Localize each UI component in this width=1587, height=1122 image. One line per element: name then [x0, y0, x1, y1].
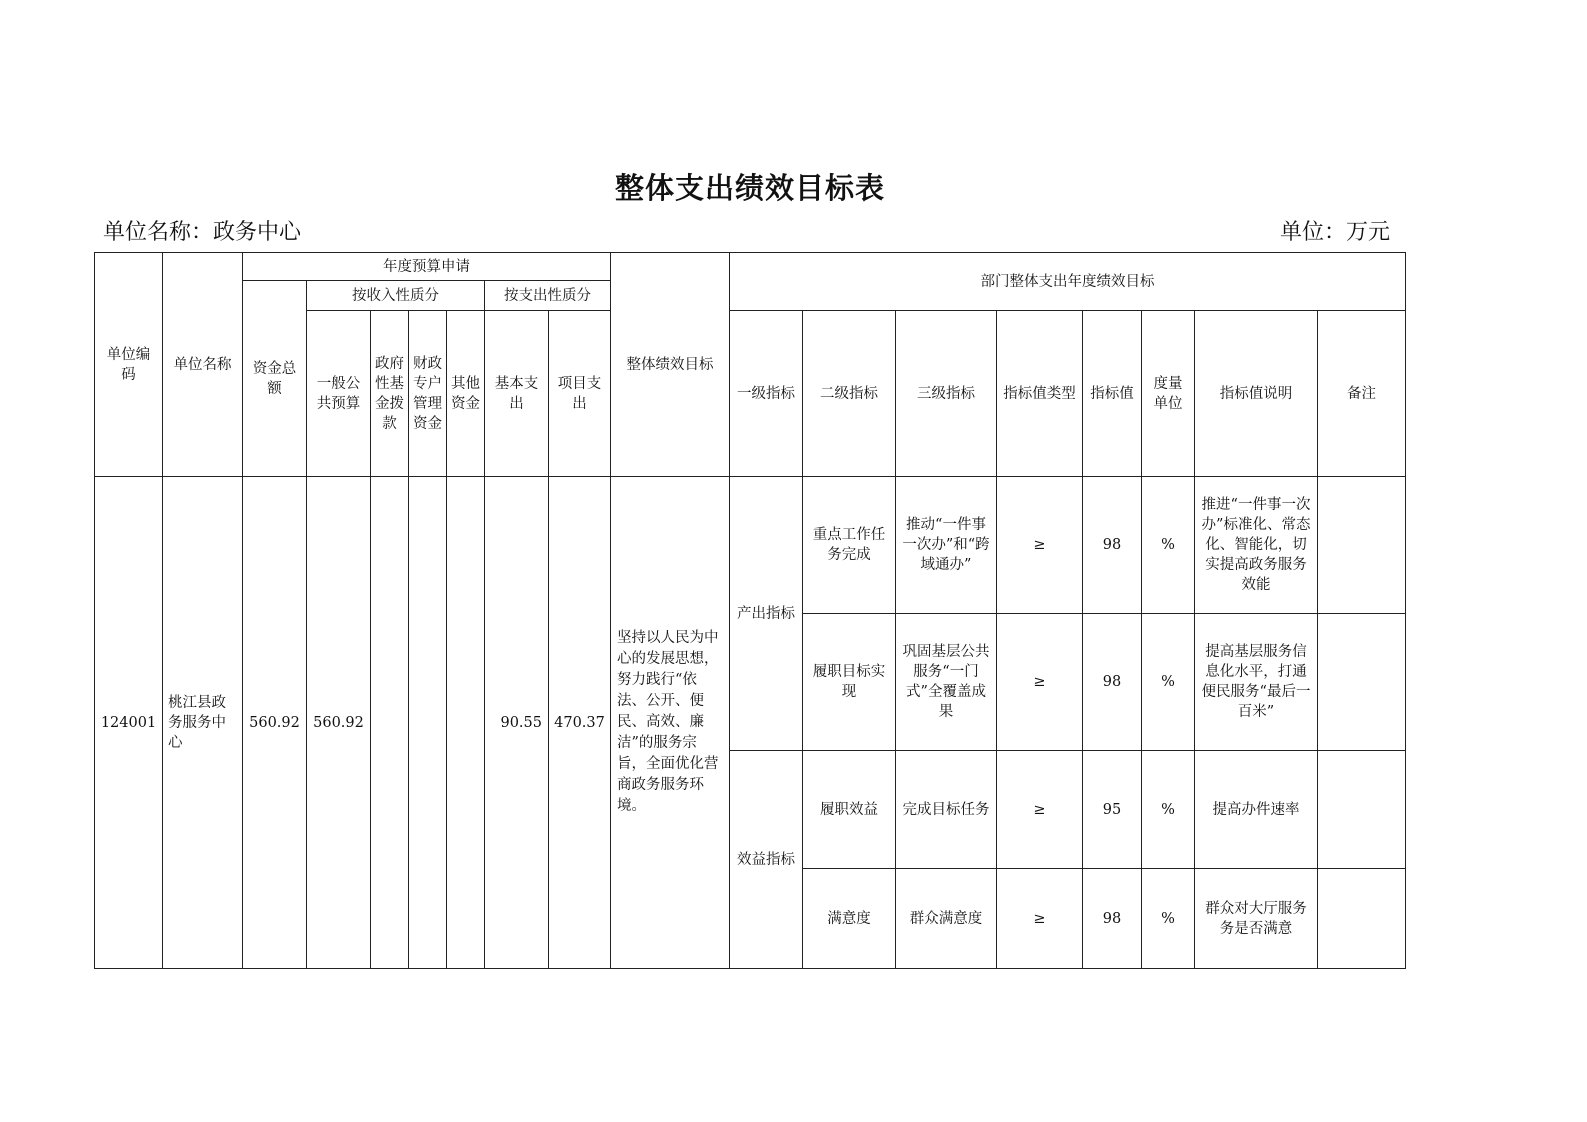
header-general-budget: 一般公共预算 [307, 311, 371, 477]
indicator-desc: 群众对大厅服务务是否满意 [1195, 869, 1318, 969]
header-overall-goal: 整体绩效目标 [611, 253, 730, 477]
indicator-level3: 推动“一件事一次办”和“跨域通办” [896, 477, 997, 614]
record-special-account [409, 477, 447, 969]
header-value: 指标值 [1083, 311, 1142, 477]
performance-goal-table [94, 252, 1406, 969]
record-general-budget: 560.92 [307, 477, 371, 969]
header-value-type: 指标值类型 [997, 311, 1083, 477]
indicator-value-type: ≥ [997, 869, 1083, 969]
indicator-remark [1318, 869, 1406, 969]
indicator-unit: % [1142, 751, 1195, 869]
indicator-value-type: ≥ [997, 477, 1083, 614]
header-project-expense: 项目支出 [549, 311, 611, 477]
header-level1: 一级指标 [730, 311, 803, 477]
header-annual-budget: 年度预算申请 [243, 253, 611, 281]
indicator-level3: 群众满意度 [896, 869, 997, 969]
header-other-funds: 其他资金 [447, 311, 485, 477]
indicator-value: 98 [1083, 614, 1142, 751]
indicator-level1: 效益指标 [730, 751, 803, 969]
indicator-desc: 提高办件速率 [1195, 751, 1318, 869]
indicator-unit: % [1142, 614, 1195, 751]
indicator-level3: 完成目标任务 [896, 751, 997, 869]
indicator-value-type: ≥ [997, 614, 1083, 751]
indicator-value: 98 [1083, 477, 1142, 614]
indicator-level2: 满意度 [803, 869, 896, 969]
indicator-remark [1318, 477, 1406, 614]
indicator-remark [1318, 614, 1406, 751]
header-total-funds: 资金总额 [243, 281, 307, 477]
record-overall-goal: 坚持以人民为中心的发展思想，努力践行“依法、公开、便民、高效、廉洁”的服务宗旨，全面优化营商政务服务环境。 [611, 477, 730, 969]
table-row [95, 477, 1406, 614]
unit-name-label: 单位名称：政务中心 [103, 220, 302, 245]
header-basic-expense: 基本支出 [485, 311, 549, 477]
record-code: 124001 [95, 477, 163, 969]
indicator-unit: % [1142, 477, 1195, 614]
header-dept-goal: 部门整体支出年度绩效目标 [730, 253, 1406, 311]
indicator-unit: % [1142, 869, 1195, 969]
header-remark: 备注 [1318, 311, 1406, 477]
header-special-account: 财政专户管理资金 [409, 311, 447, 477]
indicator-level1: 产出指标 [730, 477, 803, 751]
page-title: 整体支出绩效目标表 [614, 171, 885, 205]
record-gov-fund [371, 477, 409, 969]
header-unit-code: 单位编码 [95, 253, 163, 477]
indicator-value: 98 [1083, 869, 1142, 969]
indicator-level2: 履职效益 [803, 751, 896, 869]
indicator-value: 95 [1083, 751, 1142, 869]
header-level2: 二级指标 [803, 311, 896, 477]
currency-unit-label: 单位：万元 [1280, 220, 1391, 245]
record-total-funds: 560.92 [243, 477, 307, 969]
record-basic-expense: 90.55 [485, 477, 549, 969]
header-value-desc: 指标值说明 [1195, 311, 1318, 477]
indicator-remark [1318, 751, 1406, 869]
record-other-funds [447, 477, 485, 969]
indicator-level3: 巩固基层公共服务“一门式”全覆盖成果 [896, 614, 997, 751]
header-measure-unit: 度量单位 [1142, 311, 1195, 477]
header-by-expense: 按支出性质分 [485, 281, 611, 311]
record-project-expense: 470.37 [549, 477, 611, 969]
indicator-desc: 推进“一件事一次办”标准化、常态化、智能化，切实提高政务服务效能 [1195, 477, 1318, 614]
indicator-level2: 重点工作任务完成 [803, 477, 896, 614]
header-unit-name: 单位名称 [163, 253, 243, 477]
header-level3: 三级指标 [896, 311, 997, 477]
indicator-value-type: ≥ [997, 751, 1083, 869]
header-by-income: 按收入性质分 [307, 281, 485, 311]
indicator-desc: 提高基层服务信息化水平，打通便民服务“最后一百米” [1195, 614, 1318, 751]
indicator-level2: 履职目标实现 [803, 614, 896, 751]
record-name: 桃江县政务服务中心 [163, 477, 243, 969]
header-gov-fund: 政府性基金拨款 [371, 311, 409, 477]
